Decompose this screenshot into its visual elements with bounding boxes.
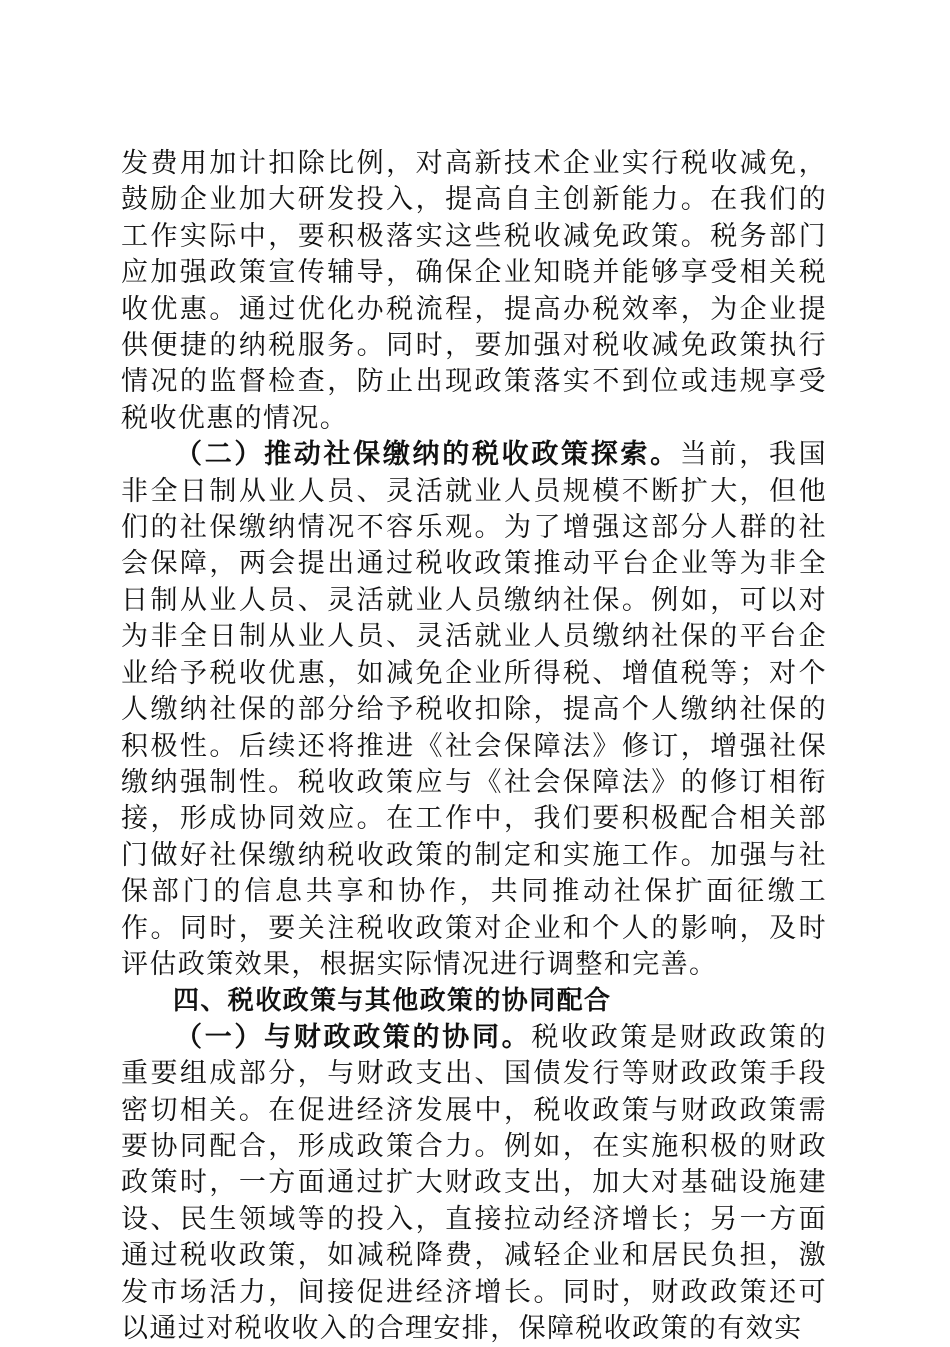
section-heading: 四、税收政策与其他政策的协同配合 xyxy=(173,986,612,1017)
paragraph-social-security xyxy=(121,437,827,983)
paragraph-continued xyxy=(121,146,827,437)
paragraph-fiscal-coordination xyxy=(121,1020,827,1347)
paragraph-lead-heading: （一）与财政政策的协同。 xyxy=(175,1021,532,1053)
paragraph-body: 发费用加计扣除比例，对高新技术企业实行税收减免，鼓励企业加大研发投入，提高自主创新能力。在我们的工作实际中，要积极落实这些税收减免政策。税务部门应加强政策宣传辅导，确保企业知晓并能够享受相关税收优惠。通过优化办税流程，提高办税效率，为企业提供便捷的纳税服务。同时，要加强对税收减免政策执行情况的监督检查，防止出现政策落实不到位或违规享受税收优惠的情况。 xyxy=(121,148,827,434)
paragraph-lead-heading: （二）推动社保缴纳的税收政策探索。 xyxy=(175,439,680,471)
document-page xyxy=(121,146,827,1347)
paragraph-body: 税收政策是财政政策的重要组成部分，与财政支出、国债发行等财政政策手段密切相关。在促进经济发展中，税收政策与财政政策需要协同配合，形成政策合力。例如，在实施积极的财政政策时，一方面通过扩大财政支出，加大对基础设施建设、民生领域等的投入，直接拉动经济增长；另一方面通过税收政策，如减税降费，减轻企业和居民负担，激发市场活力，间接促进经济增长。同时，财政政策还可以通过对税收收入的合理安排，保障税收政策的有效实 xyxy=(121,1021,827,1344)
paragraph-body: 当前，我国非全日制从业人员、灵活就业人员规模不断扩大，但他们的社保缴纳情况不容乐观。为了增强这部分人群的社会保障，两会提出通过税收政策推动平台企业等为非全日制从业人员、灵活就业人员缴纳社保。例如，可以对为非全日制从业人员、灵活就业人员缴纳社保的平台企业给予税收优惠，如减免企业所得税、增值税等；对个人缴纳社保的部分给予税收扣除，提高个人缴纳社保的积极性。后续还将推进《社会保障法》修订，增强社保缴纳强制性。税收政策应与《社会保障法》的修订相衔接，形成协同效应。在工作中，我们要积极配合相关部门做好社保缴纳税收政策的制定和实施工作。加强与社保部门的信息共享和协作，共同推动社保扩面征缴工作。同时，要关注税收政策对企业和个人的影响，及时评估政策效果，根据实际情况进行调整和完善。 xyxy=(121,439,827,980)
